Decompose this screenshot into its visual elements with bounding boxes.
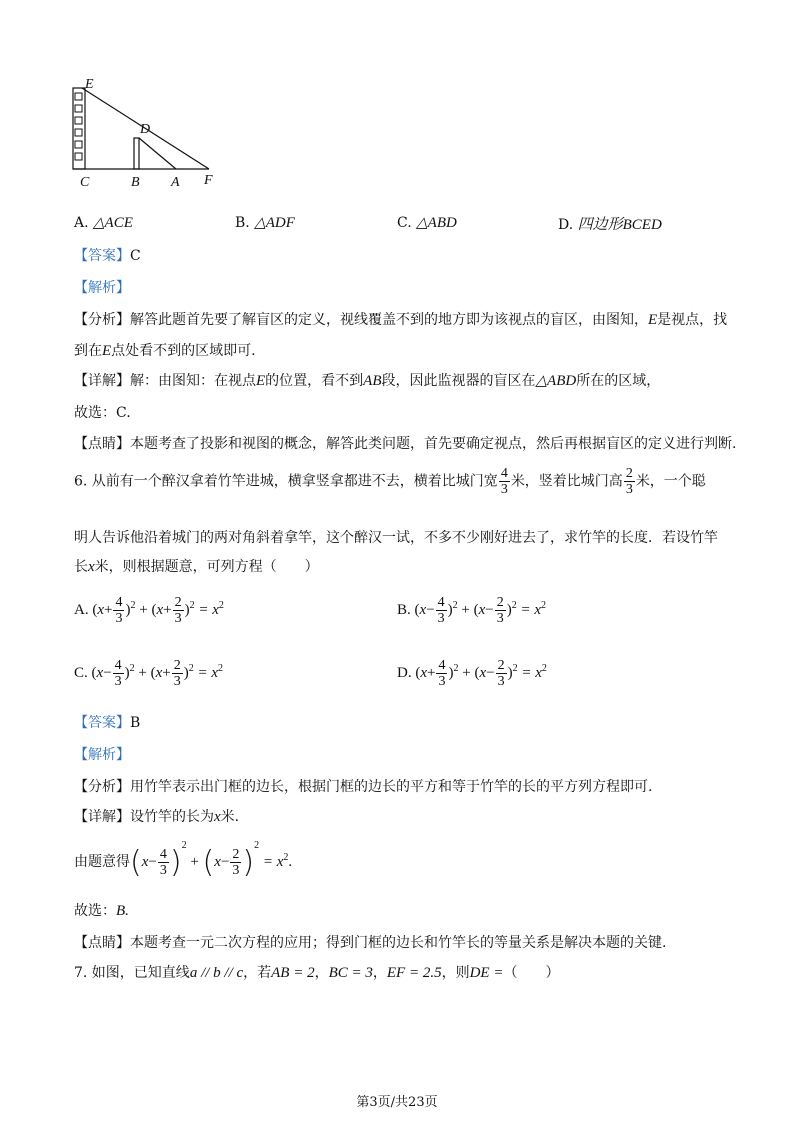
denominator: 3	[438, 674, 446, 689]
analysis-tag: 【解析】	[74, 747, 130, 763]
answer-tag: 【答案】	[74, 248, 130, 264]
choice-text: 故选：C.	[74, 405, 131, 421]
label-f: F	[204, 173, 213, 188]
q5-option-c[interactable]	[397, 213, 457, 232]
choice-letter: B.	[116, 903, 129, 919]
q5-choice	[74, 402, 131, 422]
q6-text: 长	[74, 559, 88, 575]
xiangjie-text: 的位置，看不到	[265, 373, 364, 389]
xiangjie-text: 解：由图知：在视点	[130, 373, 256, 389]
var-e: E	[256, 373, 266, 389]
var-x: x	[420, 664, 428, 681]
denominator: 3	[115, 611, 123, 626]
line-da	[139, 138, 176, 169]
xiangjie-text: 米.	[220, 809, 240, 825]
exponent: 2	[129, 662, 135, 674]
denominator: 3	[174, 611, 182, 626]
fraction	[496, 658, 507, 689]
analysis-tag: 【解析】	[74, 280, 130, 296]
de-eq: DE =	[469, 965, 504, 981]
denominator: 3	[114, 674, 122, 689]
window	[75, 141, 82, 148]
q7-text: 7. 如图，已知直线	[74, 965, 190, 981]
q7-text: （ ）	[503, 965, 560, 981]
fenxi-text: 点处看不到的区域即可.	[111, 343, 256, 359]
q6-choice	[74, 900, 129, 920]
var-x: x	[141, 854, 149, 870]
option-text: 四边形BCED	[577, 217, 662, 233]
var-x: x	[479, 664, 487, 681]
sign: +	[427, 664, 436, 681]
numerator: 4	[114, 658, 122, 673]
fraction	[436, 595, 447, 626]
fraction	[495, 595, 506, 626]
dianjing-text: 本题考查一元二次方程的应用；得到门框的边长和竹竿长的等量关系是解决本题的关键.	[130, 935, 667, 951]
option-letter: B.	[235, 215, 250, 231]
option-letter: B.	[397, 601, 411, 618]
fenxi-tag: 【分析】	[74, 312, 130, 328]
equals-x: = x	[520, 601, 542, 618]
var-ab: AB	[363, 373, 382, 389]
denominator: 3	[232, 863, 240, 879]
xiangjie-tag: 【详解】	[74, 373, 130, 389]
xiangjie-text: 所在的区域，	[576, 373, 661, 389]
var-e: E	[102, 343, 112, 359]
fraction-2-3	[624, 466, 635, 497]
exponent: 2	[452, 599, 458, 611]
exponent: 2	[541, 599, 547, 611]
fenxi-text: 解答此题首先要了解盲区的定义，视线覆盖不到的地方即为该视点的盲区，由图知，	[130, 312, 648, 328]
option-letter: D.	[558, 217, 574, 233]
label-d: D	[140, 122, 151, 137]
q6-stem-line2	[74, 527, 718, 547]
denominator: 3	[496, 611, 504, 626]
q6-text: 明人告诉他沿着城门的两对角斜着拿竿，这个醉汉一试，不多不少刚好进去了，求竹竿的长度．若设竹竿	[74, 530, 718, 546]
exponent: 2	[541, 662, 547, 674]
paren: )	[169, 845, 182, 881]
q7-stem	[74, 962, 559, 982]
sign: −	[486, 664, 495, 681]
fraction	[113, 595, 124, 626]
q6-equation: 由题意得(x− $\frac{4}{3}$ )$^2$ + (x− $\frac{2}{3}$ )$^2 = x^2$.	[74, 840, 293, 881]
choice-text: 故选：	[74, 903, 116, 919]
var-x: x	[214, 854, 221, 870]
fraction	[158, 847, 169, 878]
fenxi-text: 用竹竿表示出门框的边长，根据门框的边长的平方和等于竹竿的长的平方列方程即可.	[130, 779, 653, 795]
numerator: 2	[174, 595, 182, 610]
denominator: 3	[173, 674, 181, 689]
window	[75, 117, 82, 124]
equals-x: = x	[521, 664, 542, 681]
paren: )	[242, 845, 255, 881]
fraction	[113, 658, 124, 689]
numerator: 4	[438, 658, 446, 673]
q7-text: ，则	[441, 965, 470, 981]
exponent: 2	[189, 599, 195, 611]
label-e: E	[85, 77, 94, 92]
ab-eq: AB = 2	[271, 965, 315, 981]
sign: +	[162, 664, 171, 681]
sign: −	[148, 854, 157, 870]
wall	[134, 138, 139, 169]
answer-value: B	[130, 715, 141, 731]
xiangjie-text: 设竹竿的长为	[130, 809, 214, 825]
q6-text: 米，一个聪	[635, 473, 706, 490]
denominator: 3	[500, 482, 508, 497]
q6-option-c[interactable]: C. (x− $\frac{4}{3}$ )$^2$ + (x+ $\frac{2}{3}$ )$^2 = x^2$	[74, 658, 224, 689]
sign: +	[461, 601, 470, 618]
q7-text: ，若	[243, 965, 272, 981]
exponent: 2	[181, 840, 187, 851]
fenxi-text-end: 是视点，找	[657, 312, 728, 328]
q6-option-a[interactable]: A. (x+ $\frac{4}{3}$ )$^2$ + (x+ $\frac{2}{3}$ )$^2 = x^2$	[74, 595, 224, 626]
denominator: 3	[625, 482, 633, 497]
var-x: x	[155, 664, 163, 681]
numerator: 4	[115, 595, 123, 610]
numerator: 4	[500, 466, 508, 481]
option-text: △ACE	[93, 215, 133, 231]
fraction-4-3	[499, 466, 510, 497]
q5-xiangjie	[74, 370, 660, 390]
q6-text: 米，竖着比城门高	[510, 473, 623, 490]
var-x: x	[419, 601, 427, 618]
q5-fenxi-line1	[74, 309, 727, 329]
label-b: B	[131, 175, 140, 190]
var-x: x	[478, 601, 486, 618]
window	[75, 105, 82, 112]
q5-analysis-tag	[74, 277, 130, 297]
label-a: A	[171, 175, 180, 190]
answer-tag: 【答案】	[74, 715, 130, 731]
window	[75, 93, 82, 100]
fenxi-text: 到在	[74, 343, 102, 359]
window	[75, 153, 82, 160]
label-c: C	[80, 175, 90, 190]
triangle-abd: △ABD	[535, 373, 577, 389]
dianjing-text: 本题考查了投影和视图的概念，解答此类问题，首先要确定视点，然后再根据盲区的定义进行判断.	[130, 436, 737, 452]
equals-x: = x	[198, 601, 219, 618]
q6-text: 米，则根据题意，可列方程（ ）	[94, 559, 319, 575]
sign: +	[190, 854, 199, 870]
numerator: 2	[496, 595, 504, 610]
q7-text: ，	[372, 965, 387, 981]
sign: +	[104, 601, 113, 618]
exponent: 2	[188, 662, 194, 674]
exponent: 2	[218, 599, 224, 611]
option-letter: A.	[74, 601, 89, 618]
exponent: 2	[254, 840, 260, 851]
exponent: 2	[512, 662, 518, 674]
denominator: 3	[497, 674, 505, 689]
var-x: x	[88, 559, 95, 575]
var-x: x	[96, 664, 104, 681]
exponent: 2	[283, 852, 289, 863]
fenxi-tag: 【分析】	[74, 779, 130, 795]
denominator: 3	[437, 611, 445, 626]
sign: +	[462, 664, 471, 681]
dianjing-tag: 【点睛】	[74, 935, 130, 951]
option-letter: C.	[74, 664, 88, 681]
parallel-lines: a // b // c	[189, 965, 244, 981]
option-letter: A.	[74, 215, 89, 231]
sign: −	[485, 601, 494, 618]
var-x: x	[97, 601, 105, 618]
q5-option-d[interactable]	[558, 213, 662, 234]
exponent: 2	[130, 599, 136, 611]
q6-stem-line3	[74, 556, 319, 576]
xiangjie-tag: 【详解】	[74, 809, 130, 825]
q6-fenxi	[74, 776, 652, 796]
q5-dianjing	[74, 433, 736, 453]
q6-dianjing	[74, 932, 666, 952]
q5-option-a[interactable]	[74, 213, 133, 232]
denominator: 3	[159, 863, 167, 879]
sign: −	[103, 664, 112, 681]
fraction	[436, 658, 447, 689]
q6-option-b[interactable]: B. (x− $\frac{4}{3}$ )$^2$ + (x− $\frac{2}{3}$ )$^2 = x^2$	[397, 595, 547, 626]
answer-value: C	[130, 248, 141, 264]
page-footer: 第3页/共23页	[356, 1095, 438, 1110]
option-letter: C.	[397, 215, 412, 231]
numerator: 4	[437, 595, 445, 610]
sign: +	[139, 601, 148, 618]
window	[75, 129, 82, 136]
q6-option-d[interactable]: D. (x+ $\frac{4}{3}$ )$^2$ + (x− $\frac{2}{3}$ )$^2 = x^2$	[397, 658, 547, 689]
bc-eq: BC = 3	[328, 965, 373, 981]
dianjing-tag: 【点睛】	[74, 436, 130, 452]
option-text: △ABD	[416, 215, 457, 231]
sign: +	[163, 601, 172, 618]
numerator: 2	[625, 466, 633, 481]
q7-text: ，	[314, 965, 329, 981]
numerator: 4	[159, 847, 167, 863]
option-text: △ADF	[254, 215, 295, 231]
fraction	[173, 595, 184, 626]
q6-analysis-tag	[74, 744, 130, 764]
q5-option-b[interactable]	[235, 213, 295, 232]
var-e: E	[648, 312, 658, 328]
geometry-figure	[68, 74, 228, 194]
q6-xiangjie	[74, 806, 239, 826]
numerator: 2	[497, 658, 505, 673]
numerator: 2	[232, 847, 240, 863]
ef-eq: EF = 2.5	[386, 965, 442, 981]
q6-answer	[74, 712, 140, 732]
exponent: 2	[453, 662, 459, 674]
option-letter: D.	[397, 664, 412, 681]
fraction	[172, 658, 183, 689]
equals-x: = x	[197, 664, 219, 681]
paren: (	[202, 845, 215, 881]
fraction	[230, 847, 241, 878]
xiangjie-text: 段，因此监视器的盲区在	[381, 373, 536, 389]
q5-answer	[74, 245, 141, 265]
var-x: x	[214, 809, 221, 825]
sign: −	[426, 601, 435, 618]
paren: (	[130, 845, 142, 881]
sign: +	[138, 664, 147, 681]
q5-fenxi-line2	[74, 340, 256, 360]
numerator: 2	[173, 658, 181, 673]
exponent: 2	[511, 599, 517, 611]
q6-stem-line1	[74, 466, 706, 497]
youti-text: 由题意得	[74, 854, 130, 870]
equals-x: = x	[262, 854, 284, 870]
exponent: 2	[218, 662, 224, 674]
q6-text: 6. 从前有一个醉汉拿着竹竿进城，横拿竖拿都进不去，横着比城门宽	[74, 473, 498, 490]
var-x: x	[156, 601, 164, 618]
sign: −	[220, 854, 230, 870]
